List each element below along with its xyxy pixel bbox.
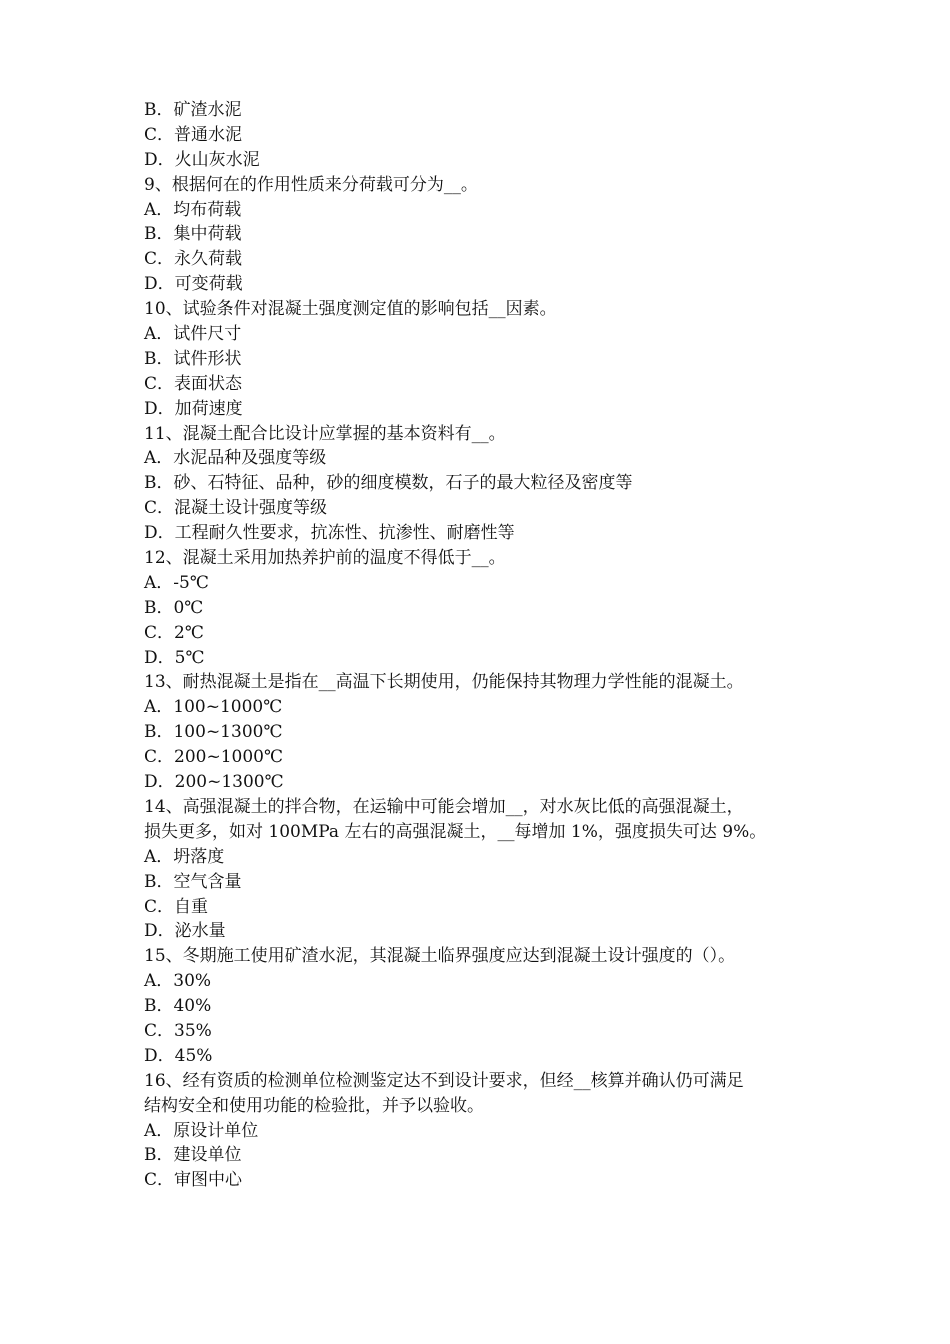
text-line: B．试件形状 (144, 348, 242, 369)
document-body (144, 98, 824, 1193)
text-line: C．2℃ (144, 622, 204, 643)
text-line: B．矿渣水泥 (144, 100, 242, 120)
text-line: A．试件尺寸 (144, 324, 242, 345)
question-line: 损失更多，如对 100MPa 左右的高强混凝土，__每增加 1%，强度损失可达 9%。 (144, 821, 767, 842)
text-line: D．5℃ (144, 647, 205, 668)
text-line: A．原设计单位 (144, 1120, 259, 1141)
text-line: D．加荷速度 (144, 398, 243, 419)
text-line: D．200~1300℃ (144, 772, 284, 793)
text-line: A．100~1000℃ (144, 697, 283, 718)
text-line: C．35% (144, 1020, 212, 1041)
text-line: D．火山灰水泥 (144, 149, 260, 170)
text-line: D．45% (144, 1045, 213, 1066)
text-line: B．空气含量 (144, 871, 242, 892)
question-line: 10、试验条件对混凝土强度测定值的影响包括__因素。 (144, 299, 557, 320)
text-line: C．审图中心 (144, 1170, 243, 1191)
text-line: C．自重 (144, 896, 209, 917)
question-line: 结构安全和使用功能的检验批，并予以验收。 (144, 1095, 484, 1116)
text-line: A．坍落度 (144, 846, 225, 867)
text-line: A．水泥品种及强度等级 (144, 448, 327, 469)
text-line: C．混凝土设计强度等级 (144, 498, 328, 519)
text-line: C．普通水泥 (144, 124, 243, 145)
text-line: A．均布荷载 (144, 199, 242, 220)
text-line: A．30% (144, 971, 212, 992)
text-line: D．泌水量 (144, 921, 226, 942)
text-line: C．永久荷载 (144, 249, 243, 270)
question-line: 11、混凝土配合比设计应掌握的基本资料有__。 (144, 423, 506, 444)
text-line: D．工程耐久性要求，抗冻性、抗渗性、耐磨性等 (144, 523, 515, 544)
question-line: 15、冬期施工使用矿渣水泥，其混凝土临界强度应达到混凝土设计强度的（）。 (144, 946, 736, 967)
question-line: 16、经有资质的检测单位检测鉴定达不到设计要求，但经__核算并确认仍可满足 (144, 1070, 744, 1091)
question-line: 13、耐热混凝土是指在__高温下长期使用，仍能保持其物理力学性能的混凝土。 (144, 672, 744, 693)
text-line: B．集中荷载 (144, 224, 242, 245)
question-line: 12、混凝土采用加热养护前的温度不得低于__。 (144, 548, 506, 569)
text-line: B．砂、石特征、品种，砂的细度模数，石子的最大粒径及密度等 (144, 473, 633, 494)
text-line: B．0℃ (144, 597, 204, 618)
text-line: C．200~1000℃ (144, 747, 283, 768)
question-line: 14、高强混凝土的拌合物，在运输中可能会增加__，对水灰比低的高强混凝土， (144, 796, 744, 817)
text-line: B．40% (144, 996, 212, 1017)
text-line: D．可变荷载 (144, 274, 243, 295)
text-line: B．建设单位 (144, 1145, 242, 1166)
text-line: B．100~1300℃ (144, 722, 283, 743)
question-line: 9、根据何在的作用性质来分荷载可分为__。 (144, 174, 478, 195)
text-line: C．表面状态 (144, 373, 243, 394)
text-line: A．-5℃ (144, 572, 209, 593)
